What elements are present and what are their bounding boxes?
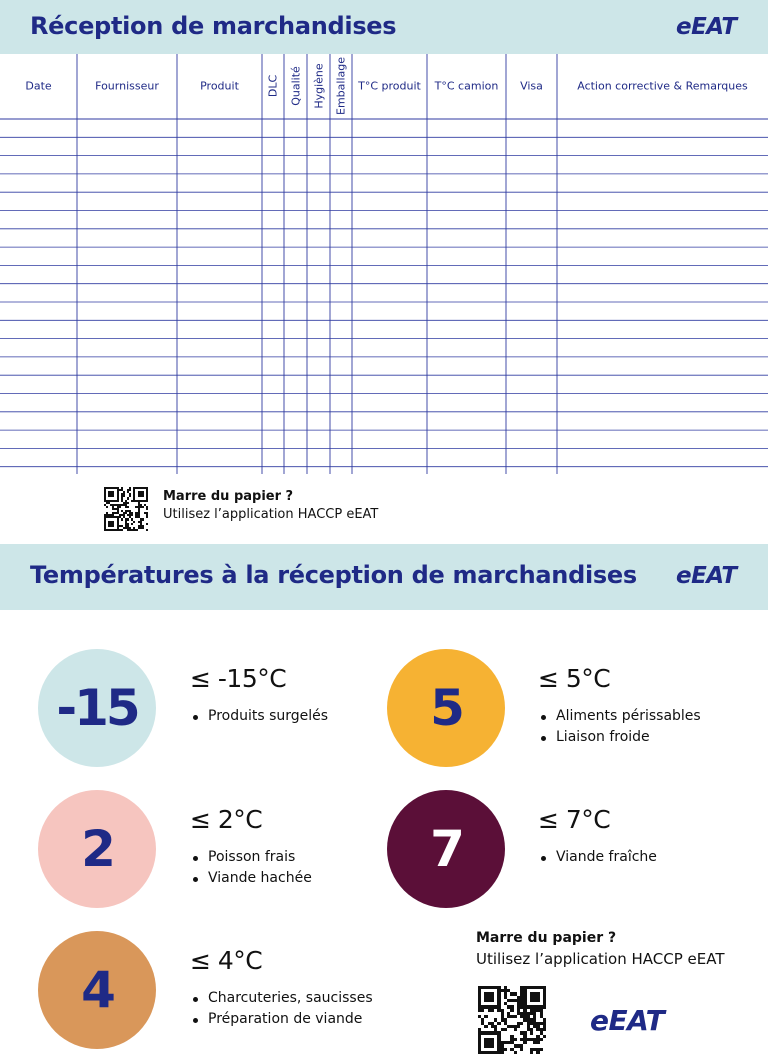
column-header: Action corrective & Remarques [577,79,748,93]
product-item: Préparation de viande [190,1009,373,1030]
column-header: Emballage [334,57,348,115]
temperature-limit: ≤ 2°C [190,805,263,834]
product-item: Liaison froide [538,727,701,748]
column-header: Visa [520,79,543,93]
product-item: Viande hachée [190,868,312,889]
temperature-limit: ≤ 7°C [538,805,611,834]
column-header: Produit [200,79,239,93]
paper-free-text: Utilisez l’application HACCP eEAT [163,507,379,522]
brand-logo-mid: eEAT [676,563,737,589]
paper-free-headline: Marre du papier ? [163,489,294,504]
product-item: Aliments périssables [538,706,701,727]
column-header: DLC [266,74,280,98]
product-item: Viande fraîche [538,847,657,868]
column-header: T°C produit [358,79,421,93]
temperature-title: Températures à la réception de marchandises [30,561,637,589]
paper-free-headline-bottom: Marre du papier ? [476,930,617,946]
column-header: Hygiène [312,63,325,109]
paper-free-note-bottom [476,930,725,968]
column-header: T°C camion [434,79,499,93]
product-list [190,847,312,889]
sheet-title: Réception de marchandises [30,12,397,40]
temperature-limit: ≤ -15°C [190,664,287,693]
temperature-badge: 5 [387,649,505,767]
temperature-badge: 2 [38,790,156,908]
product-item: Produits surgelés [190,706,328,727]
paper-free-text-bottom: Utilisez l’application HACCP eEAT [476,950,725,968]
paper-free-note [163,489,378,522]
qr-code-icon[interactable] [104,487,148,531]
brand-logo-top: eEAT [676,14,737,40]
temperature-badge: 7 [387,790,505,908]
column-header: Fournisseur [95,79,159,93]
product-item: Poisson frais [190,847,312,868]
brand-logo-bottom: eEAT [590,1004,665,1037]
product-item: Charcuteries, saucisses [190,988,373,1009]
product-list [190,706,328,727]
product-list [538,847,657,868]
temperature-badge: 4 [38,931,156,1049]
temperature-badge: -15 [38,649,156,767]
temperature-limit: ≤ 4°C [190,946,263,975]
reception-log-table [0,54,768,474]
column-header: Date [25,79,52,93]
temperature-limit: ≤ 5°C [538,664,611,693]
column-header: Qualité [289,66,302,106]
product-list [538,706,701,748]
qr-code-icon[interactable] [478,986,546,1054]
